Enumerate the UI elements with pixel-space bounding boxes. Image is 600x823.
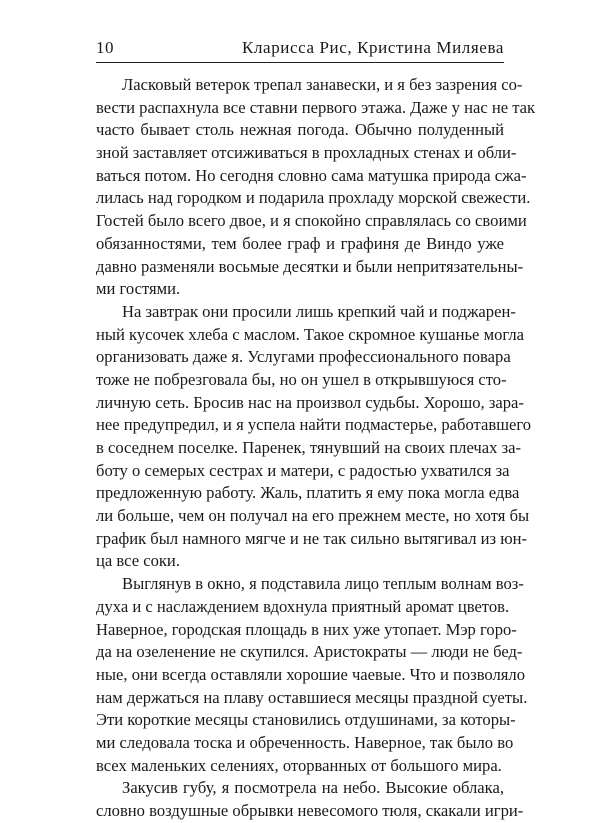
body-text <box>96 74 536 823</box>
text-line: Наверное, городская площадь в них уже утопает. Мэр горо- <box>96 619 517 639</box>
text-line: нее предупредил, и я успела найти подмастерье, работавшего <box>96 415 532 435</box>
text-line: предложенную работу. Жаль, платить я ему пока могла едва <box>96 483 520 503</box>
text-line: личную сеть. Бросив нас на произвол судьбы. Хорошо, зара- <box>96 392 524 412</box>
text-line: организовать даже я. Услугами профессионального повара <box>96 347 511 367</box>
text-line: На завтрак они просили лишь крепкий чай и поджарен- <box>122 301 516 321</box>
text-line: тоже не побрезговала бы, но он ушел в открывшуюся сто- <box>96 369 507 389</box>
text-line: да на озеленение не скупился. Аристократы — люди не бед- <box>96 642 523 662</box>
running-title: Кларисса Рис, Кристина Миляева <box>242 38 504 57</box>
text-line: ные, они всегда оставляли хорошие чаевые. Что и позволяло <box>96 664 525 684</box>
text-line: ный кусочек хлеба с маслом. Такое скромное кушанье могла <box>96 324 524 344</box>
text-line: зной заставляет отсиживаться в прохладных стенах и обли- <box>96 143 517 163</box>
text-line: ваться потом. Но сегодня словно сама матушка природа сжа- <box>96 165 527 185</box>
paragraph <box>96 777 524 822</box>
paragraph <box>96 573 528 777</box>
text-line: ми следовала тоска и обреченность. Наверное, так было во <box>96 732 514 752</box>
text-line: Гостей было всего двое, и я спокойно справлялась со своими <box>96 211 527 231</box>
text-line: лилась над городком и подарила прохладу морской свежести. <box>96 188 531 208</box>
running-header <box>96 38 504 63</box>
page-number: 10 <box>96 38 114 57</box>
text-line: Закусив губу, я посмотрела на небо. Высокие облака, <box>122 778 504 798</box>
text-line: вести распахнула все ставни первого этажа. Даже у нас не так <box>96 97 536 117</box>
text-line: Эти короткие месяцы становились отдушинами, за которы- <box>96 710 516 730</box>
paragraph <box>96 74 536 301</box>
text-line: нам держаться на плаву оставшиеся месяцы праздной суеты. <box>96 687 528 707</box>
text-line: всех маленьких селениях, оторванных от большого мира. <box>96 755 502 775</box>
text-line: Выглянув в окно, я подставила лицо теплым волнам воз- <box>122 574 524 594</box>
text-line: Ласковый ветерок трепал занавески, и я без зазрения со- <box>122 75 523 94</box>
text-line: словно воздушные обрывки невесомого тюля, скакали игри- <box>96 801 524 820</box>
text-line: духа и с наслаждением вдохнула приятный аромат цветов. <box>96 596 510 616</box>
paragraph <box>96 301 532 573</box>
text-line: график был намного мягче и не так сильно вытягивал из юн- <box>96 528 528 548</box>
text-line: в соседнем поселке. Паренек, тянувший на своих плечах за- <box>96 438 522 457</box>
text-line: боту о семерых сестрах и матери, с радостью ухватился за <box>96 460 510 480</box>
text-line: давно разменяли восьмые десятки и были непритязательны- <box>96 256 524 276</box>
text-line: ми гостями. <box>96 279 181 299</box>
text-line: часто бывает столь нежная погода. Обычно полуденный <box>96 120 504 140</box>
text-line: ли больше, чем он получал на его прежнем месте, но хотя бы <box>96 506 530 526</box>
text-line: ца все соки. <box>96 551 180 571</box>
text-line: обязанностями, тем более граф и графиня де Виндо уже <box>96 233 504 253</box>
